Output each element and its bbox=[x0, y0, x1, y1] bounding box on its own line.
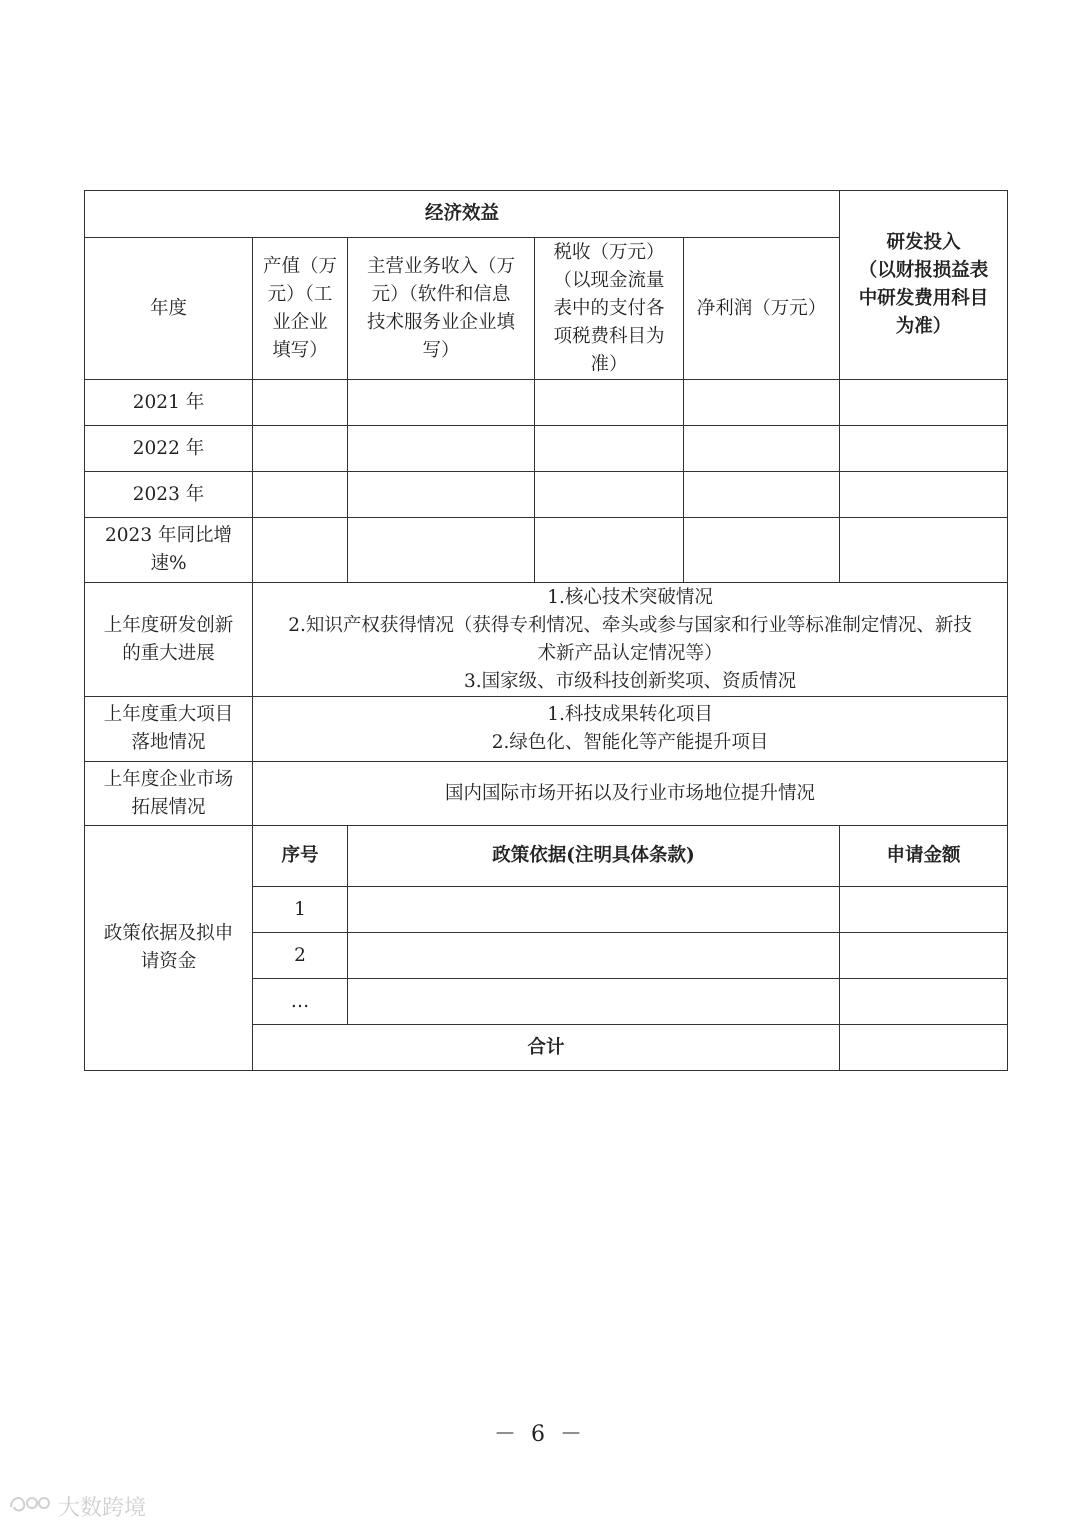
main-revenue-cell[interactable] bbox=[348, 472, 535, 518]
rd-investment-cell[interactable] bbox=[840, 426, 1008, 472]
seq-cell: 1 bbox=[253, 887, 348, 933]
market-label: 上年度企业市场 拓展情况 bbox=[85, 762, 253, 826]
rd-investment-cell[interactable] bbox=[840, 518, 1008, 583]
net-profit-header: 净利润（万元） bbox=[684, 238, 840, 380]
projects-label: 上年度重大项目 落地情况 bbox=[85, 697, 253, 762]
total-amount-cell[interactable] bbox=[840, 1025, 1008, 1071]
economic-benefit-header: 经济效益 bbox=[85, 191, 840, 238]
tax-cell[interactable] bbox=[535, 472, 684, 518]
watermark bbox=[8, 1490, 146, 1522]
projects-content[interactable]: 1.科技成果转化项目 2.绿色化、智能化等产能提升项目 bbox=[253, 697, 1008, 762]
output-value-cell[interactable] bbox=[253, 426, 348, 472]
table-row bbox=[85, 380, 1008, 426]
output-value-cell[interactable] bbox=[253, 380, 348, 426]
output-value-cell[interactable] bbox=[253, 518, 348, 583]
market-row bbox=[85, 762, 1008, 826]
output-value-cell[interactable] bbox=[253, 472, 348, 518]
amount-header: 申请金额 bbox=[840, 826, 1008, 887]
tax-cell[interactable] bbox=[535, 426, 684, 472]
rd-progress-content[interactable]: 1.核心技术突破情况 2.知识产权获得情况（获得专利情况、牵头或参与国家和行业等标准制定情况、新技 术新产品认定情况等） 3.国家级、市级科技创新奖项、资质情况 bbox=[253, 583, 1008, 697]
main-revenue-header: 主营业务收入（万 元）（软件和信息 技术服务业企业填 写） bbox=[348, 238, 535, 380]
net-profit-cell[interactable] bbox=[684, 472, 840, 518]
net-profit-cell[interactable] bbox=[684, 518, 840, 583]
economic-benefit-form-table bbox=[84, 190, 1008, 1071]
seq-cell: 2 bbox=[253, 933, 348, 979]
rd-investment-header: 研发投入 （以财报损益表 中研发费用科目 为准） bbox=[840, 191, 1008, 380]
policy-basis-header: 政策依据(注明具体条款) bbox=[348, 826, 840, 887]
policy-header-row bbox=[85, 826, 1008, 887]
main-revenue-cell[interactable] bbox=[348, 380, 535, 426]
watermark-logo-icon bbox=[8, 1491, 52, 1521]
year-label: 2023 年同比增 速% bbox=[85, 518, 253, 583]
table-row bbox=[85, 472, 1008, 518]
main-revenue-cell[interactable] bbox=[348, 426, 535, 472]
net-profit-cell[interactable] bbox=[684, 380, 840, 426]
table-row bbox=[85, 426, 1008, 472]
policy-basis-cell[interactable] bbox=[348, 933, 840, 979]
tax-header: 税收（万元） （以现金流量 表中的支付各 项税费科目为 准） bbox=[535, 238, 684, 380]
rd-investment-cell[interactable] bbox=[840, 380, 1008, 426]
amount-cell[interactable] bbox=[840, 887, 1008, 933]
year-label: 2023 年 bbox=[85, 472, 253, 518]
market-content[interactable]: 国内国际市场开拓以及行业市场地位提升情况 bbox=[253, 762, 1008, 826]
year-header: 年度 bbox=[85, 238, 253, 380]
main-revenue-cell[interactable] bbox=[348, 518, 535, 583]
year-label: 2022 年 bbox=[85, 426, 253, 472]
table-row bbox=[85, 518, 1008, 583]
seq-cell: … bbox=[253, 979, 348, 1025]
policy-funding-label: 政策依据及拟申 请资金 bbox=[85, 826, 253, 1071]
rd-investment-cell[interactable] bbox=[840, 472, 1008, 518]
year-label: 2021 年 bbox=[85, 380, 253, 426]
net-profit-cell[interactable] bbox=[684, 426, 840, 472]
output-value-header: 产值（万 元）（工 业企业 填写） bbox=[253, 238, 348, 380]
amount-cell[interactable] bbox=[840, 933, 1008, 979]
tax-cell[interactable] bbox=[535, 518, 684, 583]
total-label: 合计 bbox=[253, 1025, 840, 1071]
amount-cell[interactable] bbox=[840, 979, 1008, 1025]
page-number: － 6 － bbox=[494, 1422, 586, 1447]
policy-basis-cell[interactable] bbox=[348, 887, 840, 933]
policy-basis-cell[interactable] bbox=[348, 979, 840, 1025]
projects-row bbox=[85, 697, 1008, 762]
watermark-text: 大数跨境 bbox=[58, 1495, 147, 1521]
rd-progress-label: 上年度研发创新 的重大进展 bbox=[85, 583, 253, 697]
seq-header: 序号 bbox=[253, 826, 348, 887]
tax-cell[interactable] bbox=[535, 380, 684, 426]
rd-progress-row bbox=[85, 583, 1008, 697]
